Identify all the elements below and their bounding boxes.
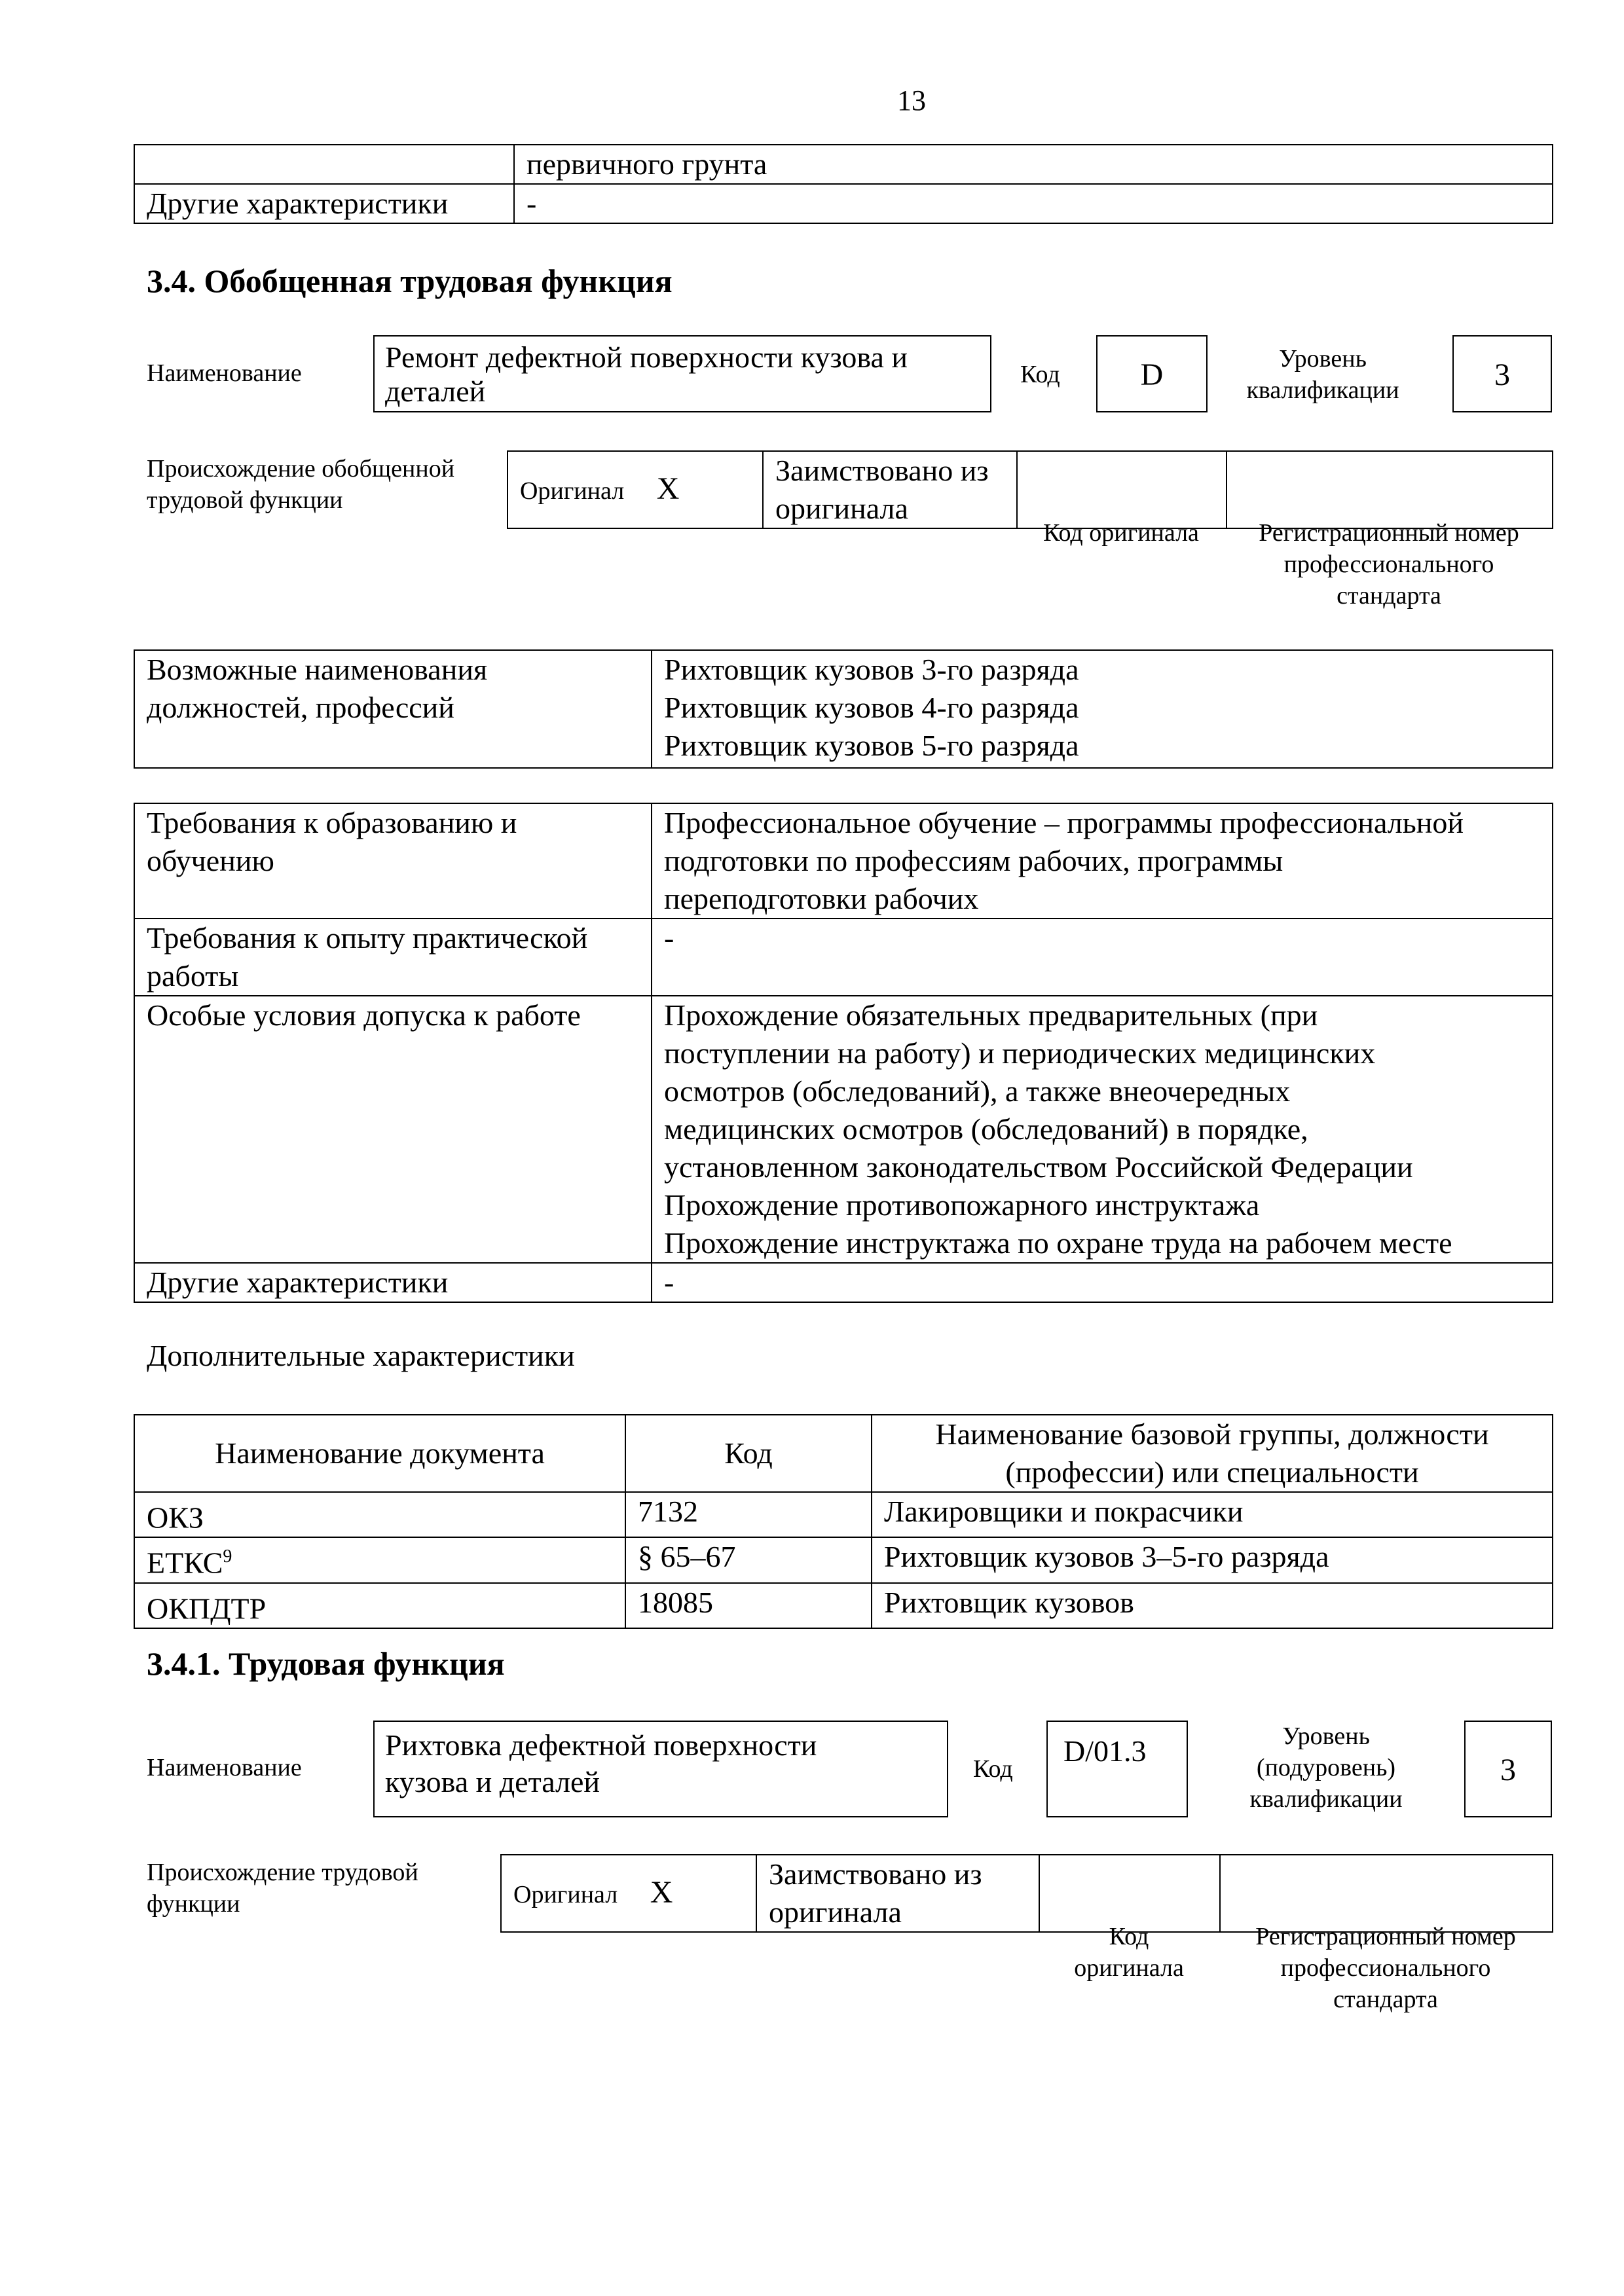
table-row bbox=[134, 919, 1553, 996]
group-name-cell: Рихтовщик кузовов 3–5-го разряда bbox=[872, 1537, 1553, 1582]
origin-label bbox=[147, 453, 454, 516]
table-cell: - bbox=[514, 184, 1553, 223]
value-line: - bbox=[664, 1266, 674, 1299]
table-row bbox=[134, 1583, 1553, 1628]
borrowed-label-line: оригинала bbox=[769, 1895, 902, 1929]
positions-label-line: Возможные наименования bbox=[147, 653, 488, 686]
reg-caption-line: профессионального bbox=[1280, 1954, 1491, 1982]
reg-caption-line: стандарта bbox=[1333, 1986, 1438, 2013]
origin-label-line: функции bbox=[147, 1890, 240, 1918]
code-label: Код bbox=[1020, 361, 1060, 388]
borrowed-cell bbox=[763, 451, 1017, 528]
header-line: Наименование базовой группы, должности bbox=[935, 1417, 1489, 1451]
column-header bbox=[872, 1415, 1553, 1492]
additional-title: Дополнительные характеристики bbox=[147, 1339, 575, 1372]
code-value-box: D/01.3 bbox=[1046, 1721, 1188, 1817]
column-header: Код bbox=[625, 1415, 872, 1492]
level-label bbox=[1238, 343, 1408, 406]
table-row bbox=[134, 184, 1553, 223]
value-line: Прохождение инструктажа по охране труда на рабочем месте bbox=[664, 1226, 1452, 1260]
label-line: Требования к образованию и bbox=[147, 806, 517, 839]
table-row bbox=[134, 803, 1553, 919]
position-item: Рихтовщик кузовов 4-го разряда bbox=[664, 691, 1079, 724]
original-label: Оригинал bbox=[520, 477, 625, 505]
positions-label-line: должностей, профессий bbox=[147, 691, 454, 724]
original-cell bbox=[501, 1855, 756, 1932]
top-table bbox=[134, 144, 1553, 224]
value-line: Прохождение обязательных предварительных (при bbox=[664, 998, 1318, 1032]
additional-table bbox=[134, 1414, 1553, 1629]
code-original-caption-line: Код bbox=[1109, 1923, 1149, 1950]
name-label: Наименование bbox=[147, 1754, 302, 1781]
footnote-mark: 9 bbox=[223, 1546, 232, 1567]
positions-label bbox=[134, 650, 652, 768]
level-label-line: квалификации bbox=[1246, 376, 1399, 404]
requirement-label bbox=[134, 1263, 652, 1302]
table-row bbox=[134, 145, 1553, 184]
doc-cell bbox=[134, 1583, 625, 1628]
label-line: Особые условия допуска к работе bbox=[147, 998, 581, 1032]
borrowed-cell bbox=[756, 1855, 1039, 1932]
level-value-box: 3 bbox=[1464, 1721, 1552, 1817]
function-name-box bbox=[373, 1721, 948, 1817]
code-cell: 18085 bbox=[625, 1583, 872, 1628]
table-row bbox=[134, 1263, 1553, 1302]
level-label-line: Уровень bbox=[1279, 345, 1367, 373]
label-line: Другие характеристики bbox=[147, 1266, 449, 1299]
table-cell: Другие характеристики bbox=[134, 184, 514, 223]
table-cell: первичного грунта bbox=[514, 145, 1553, 184]
borrowed-label-line: Заимствовано из bbox=[769, 1857, 982, 1891]
value-line: поступлении на работу) и периодических медицинских bbox=[664, 1036, 1376, 1070]
level-label-line: (подуровень) bbox=[1256, 1754, 1396, 1781]
position-item: Рихтовщик кузовов 3-го разряда bbox=[664, 653, 1079, 686]
section-heading: 3.4.1. Трудовая функция bbox=[147, 1645, 505, 1682]
origin-label-line: Происхождение обобщенной bbox=[147, 455, 455, 483]
table-header-row bbox=[134, 1415, 1553, 1492]
code-label: Код bbox=[973, 1755, 1013, 1783]
function-name-line: Рихтовка дефектной поверхности bbox=[385, 1728, 817, 1762]
doc-name: ЕТКС bbox=[147, 1546, 223, 1580]
requirement-value bbox=[652, 1263, 1553, 1302]
origin-label-line: трудовой функции bbox=[147, 486, 343, 514]
level-label bbox=[1231, 1721, 1421, 1815]
doc-name: ОКПДТР bbox=[147, 1591, 267, 1625]
positions-table bbox=[134, 649, 1553, 769]
position-item: Рихтовщик кузовов 5-го разряда bbox=[664, 729, 1079, 762]
original-cell bbox=[507, 451, 763, 528]
value-line: медицинских осмотров (обследований) в порядке, bbox=[664, 1112, 1308, 1146]
requirement-value bbox=[652, 996, 1553, 1263]
positions-values bbox=[652, 650, 1553, 768]
requirement-label bbox=[134, 919, 652, 996]
reg-number-caption bbox=[1226, 517, 1552, 611]
value-line: Профессиональное обучение – программы профессиональной bbox=[664, 806, 1464, 839]
function-name-box bbox=[373, 335, 991, 412]
group-name-cell: Рихтовщик кузовов bbox=[872, 1583, 1553, 1628]
page-number: 13 bbox=[897, 84, 926, 117]
borrowed-label-line: оригинала bbox=[775, 492, 908, 525]
value-line: подготовки по профессиям рабочих, программы bbox=[664, 844, 1283, 877]
code-original-caption bbox=[1039, 1921, 1219, 1984]
table-row bbox=[134, 996, 1553, 1263]
function-name-line: Ремонт дефектной поверхности кузова и bbox=[385, 340, 908, 374]
level-label-line: Уровень bbox=[1282, 1722, 1370, 1750]
original-mark: X bbox=[656, 471, 680, 506]
label-line: обучению bbox=[147, 844, 274, 877]
code-original-caption: Код оригинала bbox=[1043, 519, 1199, 547]
level-label-line: квалификации bbox=[1249, 1785, 1403, 1813]
code-cell: 7132 bbox=[625, 1492, 872, 1537]
group-name-cell: Лакировщики и покрасчики bbox=[872, 1492, 1553, 1537]
reg-caption-line: стандарта bbox=[1337, 582, 1441, 610]
origin-label-line: Происхождение трудовой bbox=[147, 1859, 418, 1886]
reg-caption-line: Регистрационный номер bbox=[1255, 1923, 1516, 1950]
doc-cell bbox=[134, 1537, 625, 1582]
value-line: переподготовки рабочих bbox=[664, 882, 979, 915]
doc-name: ОКЗ bbox=[147, 1501, 204, 1535]
requirements-table bbox=[134, 803, 1553, 1303]
level-value-box: 3 bbox=[1452, 335, 1552, 412]
code-value-box: D bbox=[1096, 335, 1208, 412]
header-line: (профессии) или специальности bbox=[1005, 1455, 1419, 1489]
column-header: Наименование документа bbox=[134, 1415, 625, 1492]
value-line: осмотров (обследований), а также внеочередных bbox=[664, 1074, 1291, 1108]
function-name-line: кузова и деталей bbox=[385, 1765, 600, 1798]
value-line: - bbox=[664, 921, 674, 955]
reg-number-caption bbox=[1219, 1921, 1552, 2015]
origin-label bbox=[147, 1857, 418, 1920]
reg-caption-line: Регистрационный номер bbox=[1259, 519, 1519, 547]
function-name-line: деталей bbox=[385, 374, 486, 408]
table-row bbox=[134, 1492, 1553, 1537]
value-line: установленном законодательством Российской Федерации bbox=[664, 1150, 1413, 1184]
original-mark: X bbox=[650, 1874, 673, 1910]
table-cell bbox=[134, 145, 514, 184]
requirement-value bbox=[652, 919, 1553, 996]
requirement-label bbox=[134, 996, 652, 1263]
doc-cell bbox=[134, 1492, 625, 1537]
label-line: работы bbox=[147, 959, 239, 993]
code-original-caption-line: оригинала bbox=[1074, 1954, 1184, 1982]
label-line: Требования к опыту практической bbox=[147, 921, 588, 955]
section-heading: 3.4. Обобщенная трудовая функция bbox=[147, 263, 673, 299]
original-label: Оригинал bbox=[513, 1880, 618, 1908]
table-row bbox=[134, 1537, 1553, 1582]
code-cell: § 65–67 bbox=[625, 1537, 872, 1582]
name-label: Наименование bbox=[147, 359, 302, 387]
borrowed-label-line: Заимствовано из bbox=[775, 454, 989, 487]
reg-caption-line: профессионального bbox=[1283, 551, 1494, 578]
requirement-value bbox=[652, 803, 1553, 919]
value-line: Прохождение противопожарного инструктажа bbox=[664, 1188, 1260, 1222]
requirement-label bbox=[134, 803, 652, 919]
